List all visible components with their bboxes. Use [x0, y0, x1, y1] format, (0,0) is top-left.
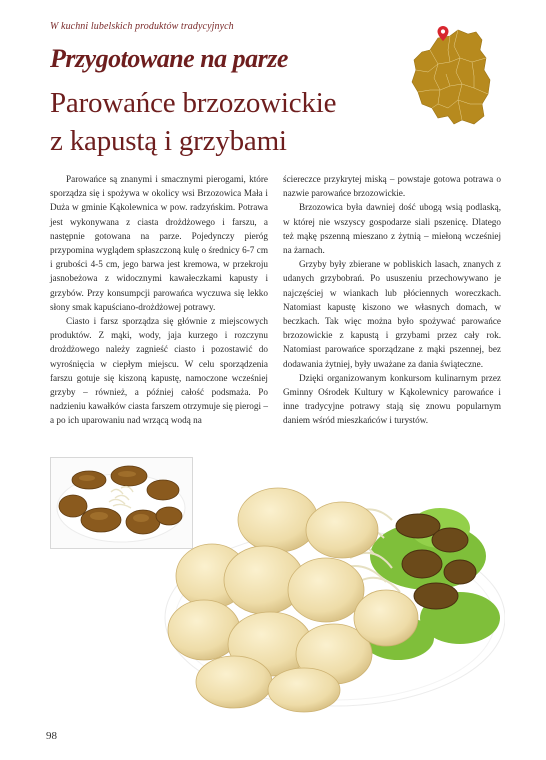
series-title: W kuchni lubelskich produktów tradycyjnych: [50, 21, 234, 32]
paragraph: Brzozowica była dawniej dość ubogą wsią podlaską, w której nie wszyscy gospodarze siali pszenicę. Dlatego też mąkę pszenną mieszano z żytnią – miełoną wcześniej na żarnach.: [283, 202, 501, 256]
recipe-title-line-2: z kapustą i grzybami: [50, 125, 287, 157]
recipe-title-line-1: Parowańce brzozowickie: [50, 87, 337, 119]
recipe-title: [50, 84, 336, 160]
section-title: Przygotowane na parze: [50, 44, 288, 73]
photo-steamed-parowance: [160, 468, 505, 714]
map-of-lubelskie-region-icon: [412, 30, 490, 124]
paragraph: Grzyby były zbierane w pobliskich lasach, znanych z udanych grzybobrań. Po ususzeniu przechowywano je najczęściej w wiankach lub płóciennych woreczkach. Natomiast kapustę kiszono we własnych domach, w beczkach. Tak więc można było spożywać parowańce brzozowickie z kapustą i grzybami przez cały rok. Natomiast parowańce sporządzane z mąki pszennej, bez dodawania żytniej, były uważane za dania świąteczne.: [283, 259, 501, 369]
text-column-right: [283, 172, 501, 428]
region-map: [408, 24, 494, 132]
paragraph: Parowańce są znanymi i smacznymi pierogami, które sporządza się i spożywa w okolicy wsi Brzozowica Mała i Duża w gminie Kąkolewnica w pow. radzyńskim. Potrawa jest wykonywana z ciasta drożdżowego i farszu, a następnie gotowana na parze. Pojedynczy pieróg przypomina wyglądem spłaszczoną kulę o średnicy 6-7 cm i grubości 4-5 cm, jego barwa jest kremowa, w przekroju jasnobeżowa z widocznymi kawałeczkami kapusty i grzybów. Przy konsumpcji parowańca wyczuwa się lekko słony smak kapuściano-drożdżowej potrawy.: [50, 174, 268, 312]
page-number: 98: [46, 730, 57, 742]
paragraph: Dzięki organizowanym konkursom kulinarnym przez Gminny Ośrodek Kultury w Kąkolewnicy parowańce i inne tradycyjne potrawy stają się znowu popularnym daniem wśród mieszkańców i turystów.: [283, 372, 501, 426]
text-column-left: [50, 172, 268, 428]
paragraph: ściereczce przykrytej miską – powstaje gotowa potrawa o nazwie parowańce brzozowickie.: [283, 174, 501, 199]
paragraph: Ciasto i farsz sporządza się głównie z miejscowych produktów. Z mąki, wody, jaja kurzego i rozczynu drożdżowego należy zagnieść ciasto i pozostawić do wyrośnięcia w ciepłym miejscu. W celu sporządzenia farszu gotuje się kiszoną kapustę, namoczone wcześniej grzyby – również, a później całość podsmaża. Po nadzieniu kawałków ciasta farszem otrzymuje się pierogi – a po ich uparowaniu nad wrzącą wodą na: [50, 316, 268, 426]
